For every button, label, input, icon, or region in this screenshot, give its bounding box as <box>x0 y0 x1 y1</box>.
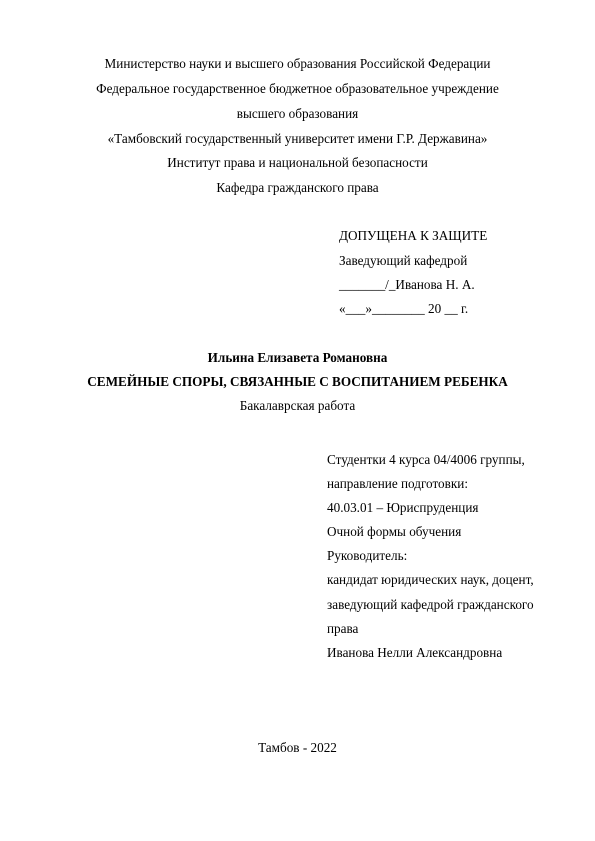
work-type: Бакалаврская работа <box>239 398 356 413</box>
supervisor-position-cont: права <box>327 621 359 636</box>
institution-type-line: Федеральное государственное бюджетное образовательное учреждение <box>96 81 499 96</box>
university-name-line: «Тамбовский государственный университет имени Г.Р. Державина» <box>107 131 488 146</box>
study-form: Очной формы обучения <box>327 524 462 539</box>
thesis-title: СЕМЕЙНЫЕ СПОРЫ, СВЯЗАННЫЕ С ВОСПИТАНИЕМ РЕБЕНКА <box>87 374 508 389</box>
education-level-line: высшего образования <box>236 106 359 121</box>
institute-line: Институт права и национальной безопасности <box>167 155 428 170</box>
author-name: Ильина Елизавета Романовна <box>207 350 388 365</box>
signature-line: _______/_Иванова Н. А. <box>339 277 475 292</box>
department-line: Кафедра гражданского права <box>216 180 379 195</box>
ministry-line: Министерство науки и высшего образования Российской Федерации <box>104 56 491 71</box>
approval-heading: ДОПУЩЕНА К ЗАЩИТЕ <box>339 228 488 243</box>
supervisor-degree: кандидат юридических наук, доцент, <box>327 572 534 587</box>
student-course-line: Студентки 4 курса 04/4006 группы, <box>327 452 525 467</box>
direction-label: направление подготовки: <box>327 476 469 491</box>
supervisor-position: заведующий кафедрой гражданского <box>327 597 534 612</box>
direction-code: 40.03.01 – Юриспруденция <box>327 500 479 515</box>
head-of-department-label: Заведующий кафедрой <box>339 253 468 268</box>
city-year: Тамбов - 2022 <box>258 740 337 755</box>
date-line: «___»________ 20 __ г. <box>339 301 469 316</box>
supervisor-label: Руководитель: <box>327 548 408 563</box>
supervisor-name: Иванова Нелли Александровна <box>327 645 503 660</box>
